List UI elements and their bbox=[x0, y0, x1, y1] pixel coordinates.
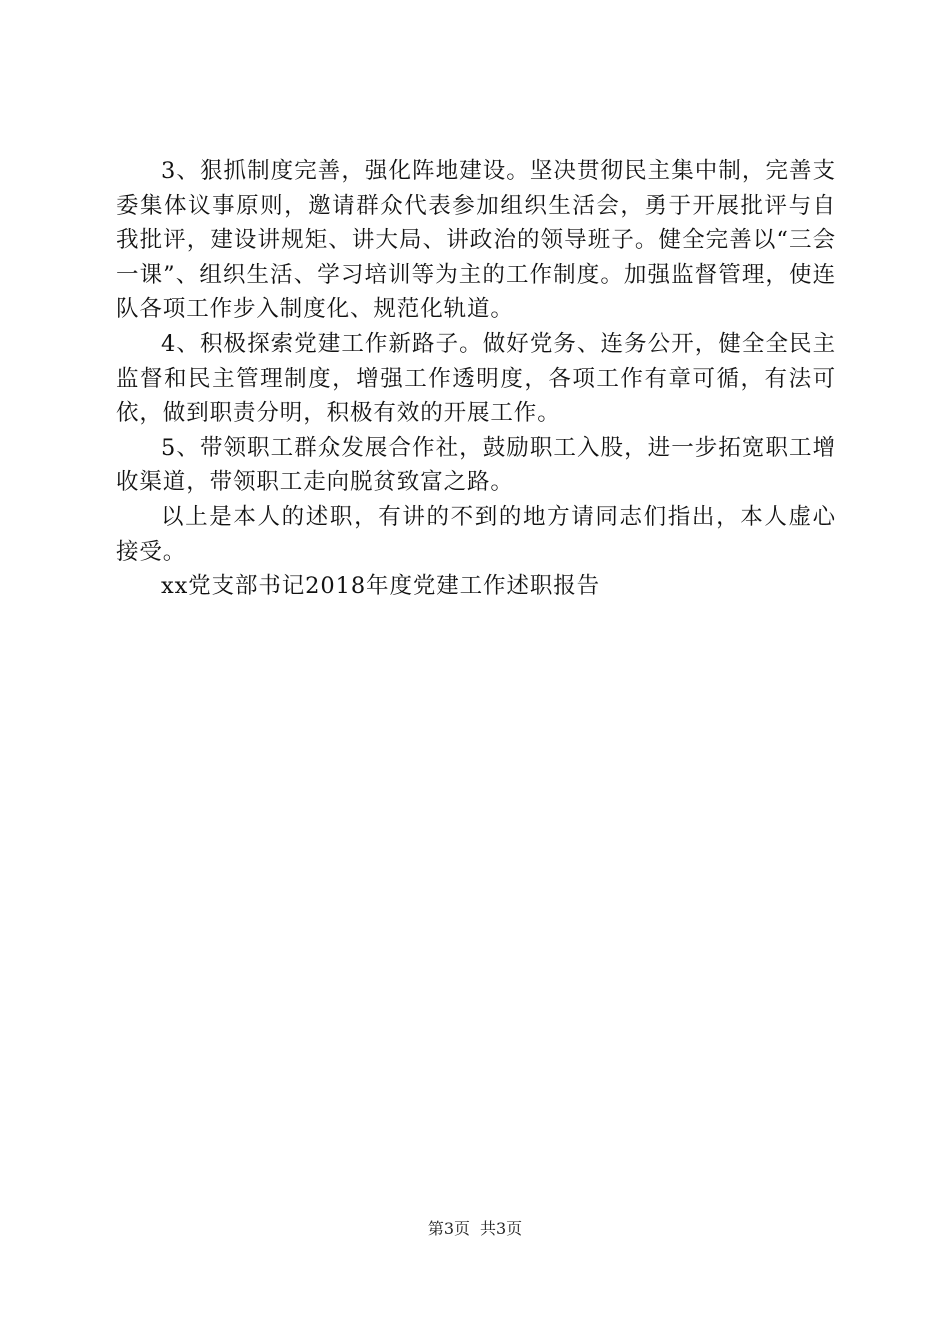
page-number: 第3页 bbox=[427, 1219, 470, 1238]
page-footer bbox=[0, 1216, 950, 1239]
paragraph-item-4: 4、积极探索党建工作新路子。做好党务、连务公开，健全全民主监督和民主管理制度，增强工作透明度，各项工作有章可循，有法可依，做到职责分明，积极有效的开展工作。 bbox=[116, 330, 836, 427]
page-total: 共3页 bbox=[480, 1219, 523, 1238]
paragraph-item-3: 3、狠抓制度完善，强化阵地建设。坚决贯彻民主集中制，完善支委集体议事原则，邀请群众代表参加组织生活会，勇于开展批评与自我批评，建设讲规矩、讲大局、讲政治的领导班子。健全完善以“三会一课”、组织生活、学习培训等为主的工作制度。加强监督管理，使连队各项工作步入制度化、规范化轨道。 bbox=[116, 158, 836, 323]
closing-paragraph: 以上是本人的述职，有讲的不到的地方请同志们指出，本人虚心接受。 bbox=[116, 503, 836, 565]
document-body bbox=[116, 154, 836, 604]
report-title-line: xx党支部书记2018年度党建工作述职报告 bbox=[161, 573, 601, 600]
paragraph-item-5: 5、带领职工群众发展合作社，鼓励职工入股，进一步拓宽职工增收渠道，带领职工走向脱贫致富之路。 bbox=[116, 434, 836, 496]
